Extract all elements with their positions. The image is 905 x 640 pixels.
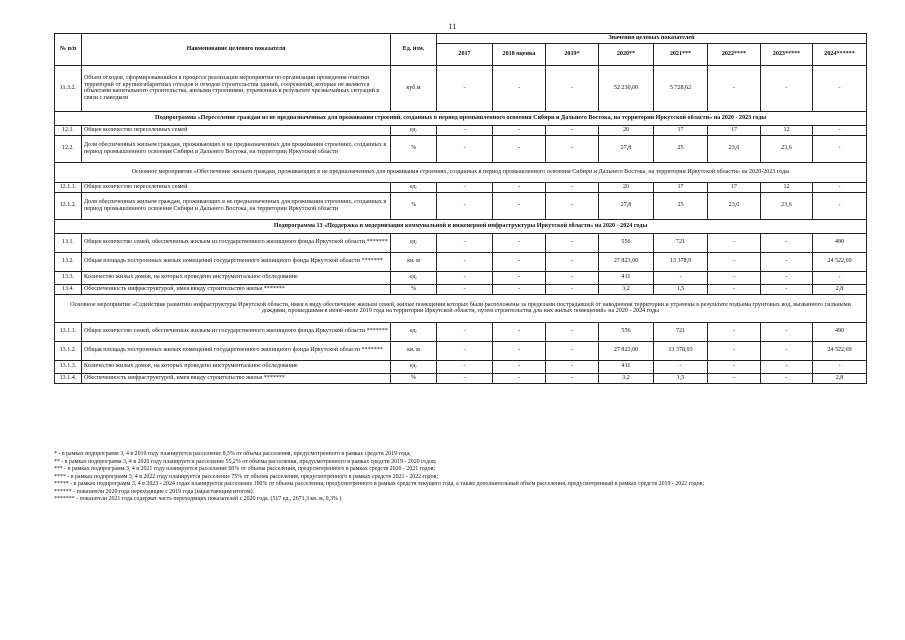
row-number: 13.1.3. — [55, 360, 82, 373]
value-cell: - — [761, 322, 813, 341]
row-number: 12.2. — [55, 135, 82, 162]
value-cell: - — [493, 65, 546, 111]
value-cell: 411 — [599, 360, 654, 373]
table-row — [55, 192, 867, 219]
value-cell: - — [546, 192, 599, 219]
indicator-name: Обеспеченность инфраструктурой, имея ввиду строительство жилья ******* — [82, 284, 391, 294]
value-cell: - — [437, 341, 493, 360]
value-cell: 17 — [654, 125, 708, 135]
value-cell: 24 522,69 — [813, 252, 867, 271]
value-cell: - — [546, 322, 599, 341]
unit-cell: % — [391, 373, 437, 383]
value-cell: - — [761, 373, 813, 383]
value-cell: 52 230,00 — [599, 65, 654, 111]
indicator-name: Общая площадь построенных жилых помещений государственного жилищного фонда Иркутской области ******* — [82, 341, 391, 360]
value-cell: - — [813, 192, 867, 219]
value-cell: - — [437, 322, 493, 341]
header-year: 2021*** — [654, 43, 708, 65]
table-row — [55, 125, 867, 135]
footnote: ***** - в рамках подпрограмм 3, 4 в 2023 - 2024 годах планируется расселение 100% от объема расселения, предусмотренного в рамках средств текущего года, а также дополнительный объем расселения, предусмотренный в рамках средств 2019 - 2022 годов; — [54, 481, 704, 488]
footnotes — [54, 451, 866, 504]
value-cell: - — [546, 233, 599, 252]
indicator-name: Обеспеченность инфраструктурой, имея ввиду строительство жилья ******* — [82, 373, 391, 383]
value-cell: 20 — [599, 182, 654, 192]
footnote: ******* - показатели 2021 года содержат часть переходящих показателей с 2020 года. (517 ед., 2671,3 кв. м, 0,3% ) — [54, 496, 342, 503]
value-cell: - — [437, 125, 493, 135]
value-cell: - — [761, 233, 813, 252]
table-row — [55, 271, 867, 284]
row-number: 13.3. — [55, 271, 82, 284]
value-cell: 24 522,69 — [813, 341, 867, 360]
indicator-name: Общее количество семей, обеспеченных жильем из государственного жилищного фонда Иркутской области ******* — [82, 233, 391, 252]
value-cell: - — [813, 360, 867, 373]
main-measure-title: Основное мероприятие «Обеспечение жильем граждан, проживающих в не предназначенных для проживания строениях, созданных в период промышленного освоения Сибири и Дальнего Востока, на территории Иркутской области» на 2020-2023 годы — [55, 162, 867, 182]
unit-cell: куб.м — [391, 65, 437, 111]
header-year: 2022**** — [708, 43, 761, 65]
unit-cell: кв. м — [391, 341, 437, 360]
value-cell: 490 — [813, 322, 867, 341]
value-cell: 3,2 — [599, 373, 654, 383]
unit-cell: % — [391, 192, 437, 219]
value-cell: - — [493, 341, 546, 360]
unit-cell: ед. — [391, 233, 437, 252]
value-cell: - — [708, 271, 761, 284]
indicator-name: Количество жилых домов, на которых проведено инструментальное обследование — [82, 360, 391, 373]
value-cell: - — [546, 271, 599, 284]
header-name: Наименование целевого показателя — [82, 34, 391, 66]
main-measure-row — [55, 294, 867, 322]
value-cell: 3,2 — [599, 284, 654, 294]
footnote: **** - в рамках подпрограмм 3, 4 в 2022 году планируется расселение 75% от объема расселения, предусмотренного в рамках средств 2021 - 2022 годов; — [54, 473, 438, 480]
header-unit: Ед. изм. — [391, 34, 437, 66]
unit-cell: кв. м — [391, 252, 437, 271]
table-row — [55, 284, 867, 294]
value-cell: 27,8 — [599, 192, 654, 219]
value-cell: 721 — [654, 233, 708, 252]
value-cell: - — [708, 252, 761, 271]
indicator-name: Общее количество переселенных семей — [82, 182, 391, 192]
value-cell: - — [493, 271, 546, 284]
value-cell: - — [437, 284, 493, 294]
value-cell: - — [546, 65, 599, 111]
value-cell: - — [493, 192, 546, 219]
main-measure-title: Основное мероприятие «Содействие развитию инфраструктуры Иркутской области, имея в виду обеспечение жильем семей, жилые помещения которых были расположены за пределами пострадавшей от наводнения территории и утрачены в результате подъема грунтовых вод, вызванного сильными дождями, прошедшими в июне-июле 2019 года на территории Иркутской области, путем строительства для них жилых помещений» на 2020 - 2024 годы — [55, 294, 867, 322]
indicator-name: Доля обеспеченных жильем граждан, проживающих в не предназначенных для проживания строениях, созданных в период промышленного освоения Сибири и Дальнего Востока, на территории Иркутской области — [82, 135, 391, 162]
value-cell: - — [708, 322, 761, 341]
indicator-name: Общая площадь построенных жилых помещений государственного жилищного фонда Иркутской области ******* — [82, 252, 391, 271]
subprogram-row — [55, 219, 867, 233]
unit-cell: ед. — [391, 322, 437, 341]
value-cell: 27 823,00 — [599, 252, 654, 271]
main-measure-row — [55, 162, 867, 182]
value-cell: 13 378,9 — [654, 252, 708, 271]
indicator-name: Объем отходов, сформировавшийся в процессе реализации мероприятия по организации проведения очистки территорий от крупногабаритных отходов и отходов строительства зданий, сооружений, которые не являются объектами капитального строительства, жилыми строениями, утраченных в результате чрезвычайных ситуаций в связи с паводком — [82, 65, 391, 111]
value-cell: 20 — [599, 125, 654, 135]
value-cell: - — [493, 182, 546, 192]
value-cell: - — [437, 233, 493, 252]
value-cell: - — [761, 252, 813, 271]
value-cell: 490 — [813, 233, 867, 252]
value-cell: - — [493, 233, 546, 252]
value-cell: - — [493, 360, 546, 373]
value-cell: - — [437, 360, 493, 373]
subprogram-title: Подпрограмма 13 «Поддержка и модернизация коммунальной и инженерной инфраструктуры Иркутской области» на 2020 - 2024 годы — [55, 219, 867, 233]
value-cell: - — [437, 182, 493, 192]
indicator-name: Количество жилых домов, на которых проведено инструментальное обследование — [82, 271, 391, 284]
page-number: 11 — [448, 22, 457, 31]
value-cell: - — [813, 125, 867, 135]
value-cell: 13 378,93 — [654, 341, 708, 360]
table-row — [55, 252, 867, 271]
row-number: 13.4. — [55, 284, 82, 294]
value-cell: - — [708, 65, 761, 111]
table-row — [55, 182, 867, 192]
value-cell: 1,5 — [654, 373, 708, 383]
value-cell: 25 — [654, 192, 708, 219]
value-cell: 23,6 — [761, 135, 813, 162]
table-row — [55, 360, 867, 373]
row-number: 13.1.4. — [55, 373, 82, 383]
unit-cell: % — [391, 284, 437, 294]
row-number: 11.3.2. — [55, 65, 82, 111]
value-cell: - — [813, 182, 867, 192]
value-cell: 411 — [599, 271, 654, 284]
row-number: 13.2. — [55, 252, 82, 271]
unit-cell: % — [391, 135, 437, 162]
header-year: 2017 — [437, 43, 493, 65]
target-indicators-table — [54, 33, 867, 384]
value-cell: - — [708, 233, 761, 252]
value-cell: - — [708, 341, 761, 360]
value-cell: 556 — [599, 322, 654, 341]
subprogram-title: Подпрограмма «Переселение граждан из не предназначенных для проживания строений, созданных в период промышленного освоения Сибири и Дальнего Востока, на территории Иркутской области» на 2020 - 2023 годы — [55, 111, 867, 125]
table-row — [55, 322, 867, 341]
value-cell: - — [546, 284, 599, 294]
header-year: 2018 оценка — [493, 43, 546, 65]
table-row — [55, 65, 867, 111]
value-cell: 2,8 — [813, 373, 867, 383]
row-number: 13.1. — [55, 233, 82, 252]
value-cell: - — [493, 125, 546, 135]
row-number: 12.1. — [55, 125, 82, 135]
unit-cell: ед. — [391, 182, 437, 192]
value-cell: - — [493, 252, 546, 271]
footnote: ****** - показатели 2020 года переходящие с 2019 года (нарастающим итогом). — [54, 488, 254, 495]
value-cell: - — [654, 271, 708, 284]
table-row — [55, 373, 867, 383]
value-cell: - — [708, 284, 761, 294]
value-cell: 5 728,62 — [654, 65, 708, 111]
value-cell: 12 — [761, 182, 813, 192]
value-cell: - — [813, 271, 867, 284]
value-cell: 2,8 — [813, 284, 867, 294]
value-cell: - — [437, 65, 493, 111]
value-cell: 17 — [708, 125, 761, 135]
header-year: 2024****** — [813, 43, 867, 65]
value-cell: - — [546, 125, 599, 135]
row-number: 13.1.2. — [55, 341, 82, 360]
value-cell: - — [437, 271, 493, 284]
value-cell: - — [546, 341, 599, 360]
value-cell: - — [437, 252, 493, 271]
header-num: № п/п — [55, 34, 82, 66]
value-cell: 12 — [761, 125, 813, 135]
value-cell: - — [493, 284, 546, 294]
value-cell: - — [761, 65, 813, 111]
row-number: 13.1.1. — [55, 322, 82, 341]
table-row — [55, 341, 867, 360]
subprogram-row — [55, 111, 867, 125]
value-cell: - — [493, 373, 546, 383]
value-cell: - — [761, 360, 813, 373]
value-cell: - — [761, 271, 813, 284]
value-cell: 1,5 — [654, 284, 708, 294]
header-year: 2019* — [546, 43, 599, 65]
value-cell: - — [546, 373, 599, 383]
value-cell: - — [708, 360, 761, 373]
unit-cell: ед. — [391, 360, 437, 373]
value-cell: - — [813, 65, 867, 111]
value-cell: 23,6 — [708, 135, 761, 162]
header-year: 2020** — [599, 43, 654, 65]
row-number: 12.1.2. — [55, 192, 82, 219]
value-cell: - — [437, 135, 493, 162]
value-cell: 17 — [708, 182, 761, 192]
value-cell: - — [493, 322, 546, 341]
value-cell: - — [546, 182, 599, 192]
value-cell: - — [437, 373, 493, 383]
value-cell: - — [654, 360, 708, 373]
value-cell: - — [761, 284, 813, 294]
header-year: 2023***** — [761, 43, 813, 65]
value-cell: 27,8 — [599, 135, 654, 162]
indicator-name: Общее количество переселенных семей — [82, 125, 391, 135]
footnote: * - в рамках подпрограмм 3, 4 в 2019 году планируется расселение 8,5% от объема расселения, предусмотренного в рамках средств 2019 года; — [54, 451, 411, 457]
value-cell: 23,6 — [708, 192, 761, 219]
value-cell: - — [546, 252, 599, 271]
value-cell: - — [546, 360, 599, 373]
value-cell: - — [493, 135, 546, 162]
header-values-title: Значения целевых показателей — [437, 34, 867, 44]
value-cell: - — [761, 341, 813, 360]
footnote: ** - в рамках подпрограмм 3, 4 в 2020 году планируется расселение 55,2% от объема расселения, предусмотренного в рамках средств 2019 - 2020 годов; — [54, 458, 437, 465]
value-cell: 721 — [654, 322, 708, 341]
unit-cell: ед. — [391, 271, 437, 284]
unit-cell: ед. — [391, 125, 437, 135]
indicator-name: Общее количество семей, обеспеченных жильем из государственного жилищного фонда Иркутской области ******* — [82, 322, 391, 341]
table-row — [55, 135, 867, 162]
footnote: *** - в рамках подпрограмм 3, 4 в 2021 году планируется расселение 60% от объема расселения, предусмотренного в рамках средств 2020 - 2021 годов; — [54, 466, 436, 473]
value-cell: 27 823,00 — [599, 341, 654, 360]
value-cell: 17 — [654, 182, 708, 192]
value-cell: 23,6 — [761, 192, 813, 219]
value-cell: 556 — [599, 233, 654, 252]
value-cell: 25 — [654, 135, 708, 162]
value-cell: - — [813, 135, 867, 162]
value-cell: - — [546, 135, 599, 162]
value-cell: - — [437, 192, 493, 219]
row-number: 12.1.1. — [55, 182, 82, 192]
indicator-name: Доля обеспеченных жильем граждан, проживающих в не предназначенных для проживания строениях, созданных в период промышленного освоения Сибири и Дальнего Востока, на территории Иркутской области — [82, 192, 391, 219]
value-cell: - — [708, 373, 761, 383]
table-row — [55, 233, 867, 252]
